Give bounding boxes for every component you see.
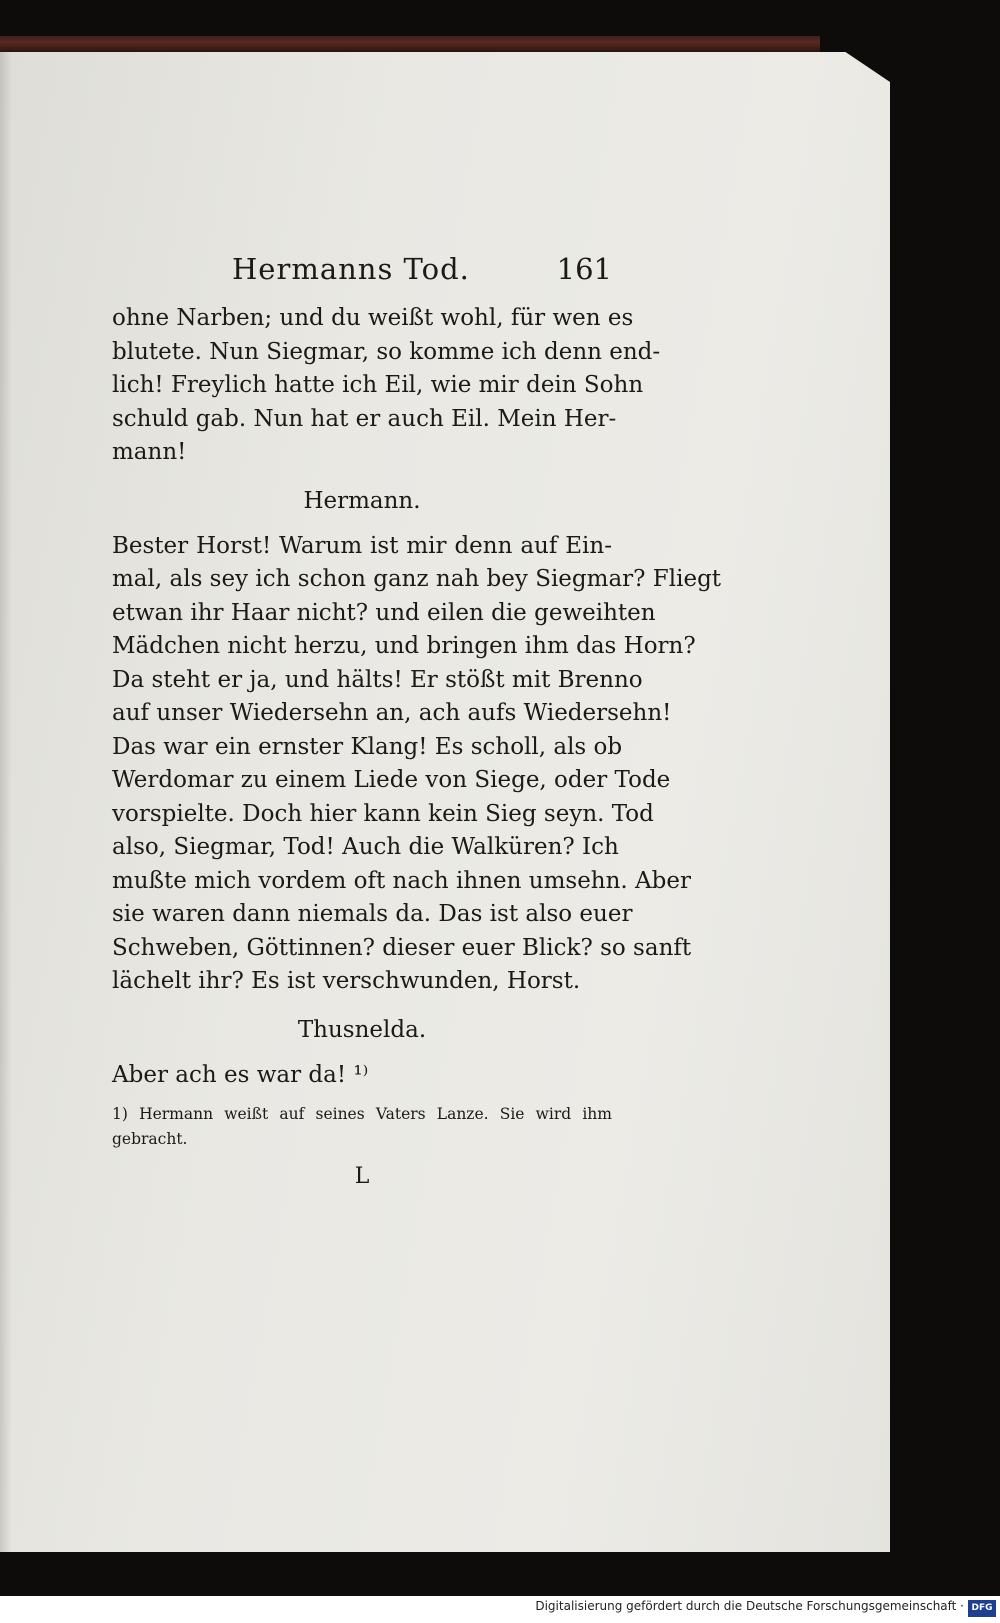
text-line: Bester Horst! Warum ist mir denn auf Ein-	[112, 532, 612, 559]
text-line: Mädchen nicht herzu, und bringen ihm das Horn?	[112, 633, 696, 659]
text-line: mann!	[112, 439, 187, 465]
text-line: Das war ein ernster Klang! Es scholl, als ob	[112, 733, 623, 760]
text-line: lich! Freylich hatte ich Eil, wie mir dein Sohn	[112, 372, 644, 398]
text-line: also, Siegmar, Tod! Auch die Walküren? Ich	[112, 834, 619, 860]
text-line: mußte mich vordem oft nach ihnen umsehn. Aber	[112, 867, 691, 894]
text-line: Da steht er ja, und hälts! Er stößt mit Brenno	[112, 666, 643, 693]
hermann-paragraph	[112, 530, 722, 999]
text-line: lächelt ihr? Es ist verschwunden, Horst.	[112, 968, 581, 994]
footnote	[112, 1102, 612, 1152]
funding-credit: Digitalisierung gefördert durch die Deutsche Forschungsgemeinschaft ·	[535, 1599, 964, 1613]
page-text-block	[112, 252, 722, 1194]
book-cover-edge	[0, 36, 820, 52]
footnote-line: 1) Hermann weißt auf seines Vaters Lanze. Sie wird ihm	[112, 1105, 612, 1123]
speaker-heading-thusnelda: Thusnelda.	[297, 1016, 427, 1043]
text-line: vorspielte. Doch hier kann kein Sieg seyn. Tod	[112, 800, 654, 827]
text-line: etwan ihr Haar nicht? und eilen die geweihten	[112, 599, 656, 626]
page-number: 161	[556, 252, 612, 286]
intro-paragraph	[112, 302, 661, 470]
text-line: ohne Narben; und du weißt wohl, für wen es	[112, 305, 634, 331]
text-line: mal, als sey ich schon ganz nah bey Siegmar? Fliegt	[112, 566, 722, 592]
running-head	[112, 252, 612, 302]
speaker-heading-hermann: Hermann.	[303, 487, 421, 514]
footnote-line: gebracht.	[112, 1130, 188, 1148]
text-line: schuld gab. Nun hat er auch Eil. Mein Her-	[112, 405, 617, 432]
dfg-logo-icon: DFG	[968, 1600, 996, 1617]
text-line: auf unser Wiedersehn an, ach aufs Wiedersehn!	[112, 700, 672, 726]
thusnelda-line: Aber ach es war da! ¹⁾	[112, 1061, 369, 1088]
running-title: Hermanns Tod.	[232, 252, 470, 286]
text-line: Werdomar zu einem Liede von Siege, oder Tode	[112, 767, 671, 793]
signature-mark: L	[354, 1164, 370, 1189]
text-line: Schweben, Göttinnen? dieser euer Blick? so sanft	[112, 934, 692, 961]
text-line: sie waren dann niemals da. Das ist also euer	[112, 901, 633, 927]
text-line: blutete. Nun Siegmar, so komme ich denn end-	[112, 338, 661, 365]
digitization-footer	[0, 1596, 1000, 1623]
paper-gutter-shadow	[0, 52, 12, 1552]
